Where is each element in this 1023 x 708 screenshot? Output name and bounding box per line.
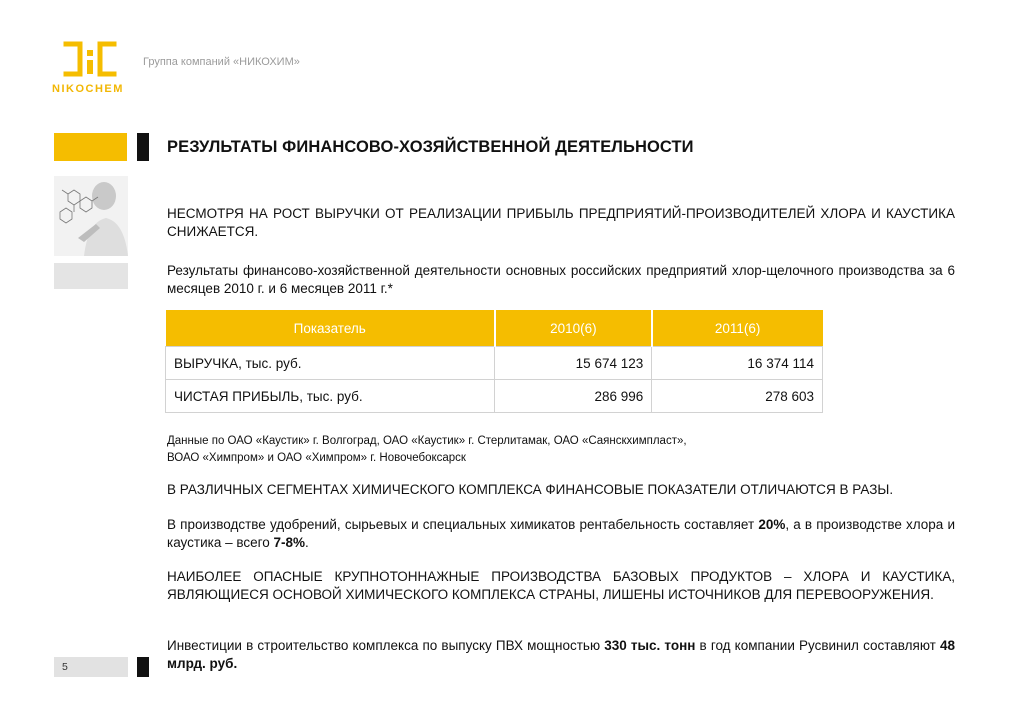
title-accent-bar <box>54 133 127 161</box>
intro-headline-text: НЕСМОТРЯ НА РОСТ ВЫРУЧКИ ОТ РЕАЛИЗАЦИИ ПРИБЫЛЬ ПРЕДПРИЯТИЙ-ПРОИЗВОДИТЕЛЕЙ ХЛОРА И КАУСТИКА СНИЖАЕТСЯ. <box>167 206 955 239</box>
cell-value: 278 603 <box>652 380 823 413</box>
segments-text-c: . <box>305 535 309 550</box>
danger-headline-text: НАИБОЛЕЕ ОПАСНЫЕ КРУПНОТОННАЖНЫЕ ПРОИЗВОДСТВА БАЗОВЫХ ПРОДУКТОВ – ХЛОРА И КАУСТИКА, ЯВЛЯЮЩИЕСЯ ОСНОВОЙ ХИМИЧЕСКОГО КОМПЛЕКСА СТРАНЫ, ЛИШЕНЫ ИСТОЧНИКОВ ДЛЯ ПЕРЕВООРУЖЕНИЯ. <box>167 569 955 602</box>
row-label: ВЫРУЧКА, тыс. руб. <box>166 347 495 380</box>
data-source-note <box>167 433 867 467</box>
intro-description <box>167 262 955 298</box>
table-row <box>166 347 823 380</box>
header-2011: 2011(6) <box>652 310 823 347</box>
footer-divider <box>137 657 149 677</box>
page-title: РЕЗУЛЬТАТЫ ФИНАНСОВО-ХОЗЯЙСТВЕННОЙ ДЕЯТЕЛЬНОСТИ <box>167 138 694 156</box>
logo-text: NIKOCHEM <box>52 83 124 95</box>
cell-value: 15 674 123 <box>495 347 652 380</box>
nikochem-logo-icon <box>62 40 118 80</box>
scientist-photo-icon <box>54 176 128 256</box>
photo-caption-strip <box>54 263 128 289</box>
investment-text <box>167 637 955 673</box>
intro-headline <box>167 205 955 241</box>
investment-value: 48 млрд. руб. <box>167 638 955 671</box>
capacity-value: 330 тыс. тонн <box>604 638 696 653</box>
profitability-value-b: 7-8% <box>273 535 306 550</box>
table-row <box>166 380 823 413</box>
segments-text-b: , а в производстве хлора и каустика – всего <box>167 517 956 550</box>
investment-text-a: Инвестиции в строительство комплекса по выпуску ПВХ мощностью <box>167 638 605 653</box>
intro-description-text: Результаты финансово-хозяйственной деятельности основных российских предприятий хлор-щелочного производства за 6 месяцев 2010 г. и 6 месяцев 2011 г.* <box>167 263 955 296</box>
note-line-2: ВОАО «Химпром» и ОАО «Химпром» г. Новочебоксарск <box>167 452 466 464</box>
cell-value: 16 374 114 <box>652 347 823 380</box>
note-line-1: Данные по ОАО «Каустик» г. Волгоград, ОАО «Каустик» г. Стерлитамак, ОАО «Саянскхимпласт», <box>167 435 687 447</box>
profitability-value-a: 20% <box>758 517 786 532</box>
header-indicator: Показатель <box>166 310 495 347</box>
header-2010: 2010(6) <box>495 310 652 347</box>
segments-text <box>167 516 955 552</box>
investment-text-b: в год компании Русвинил составляют <box>695 638 940 653</box>
financial-results-table <box>165 310 823 413</box>
table-header-row <box>166 310 823 347</box>
title-divider <box>137 133 149 161</box>
segments-headline <box>167 481 955 499</box>
row-label: ЧИСТАЯ ПРИБЫЛЬ, тыс. руб. <box>166 380 495 413</box>
page-number: 5 <box>62 661 68 673</box>
cell-value: 286 996 <box>495 380 652 413</box>
danger-headline <box>167 568 955 604</box>
segments-headline-text: В РАЗЛИЧНЫХ СЕГМЕНТАХ ХИМИЧЕСКОГО КОМПЛЕКСА ФИНАНСОВЫЕ ПОКАЗАТЕЛИ ОТЛИЧАЮТСЯ В РАЗЫ. <box>167 482 894 497</box>
segments-text-a: В производстве удобрений, сырьевых и специальных химикатов рентабельность составляет <box>167 517 759 532</box>
company-name: Группа компаний «НИКОХИМ» <box>143 56 300 68</box>
